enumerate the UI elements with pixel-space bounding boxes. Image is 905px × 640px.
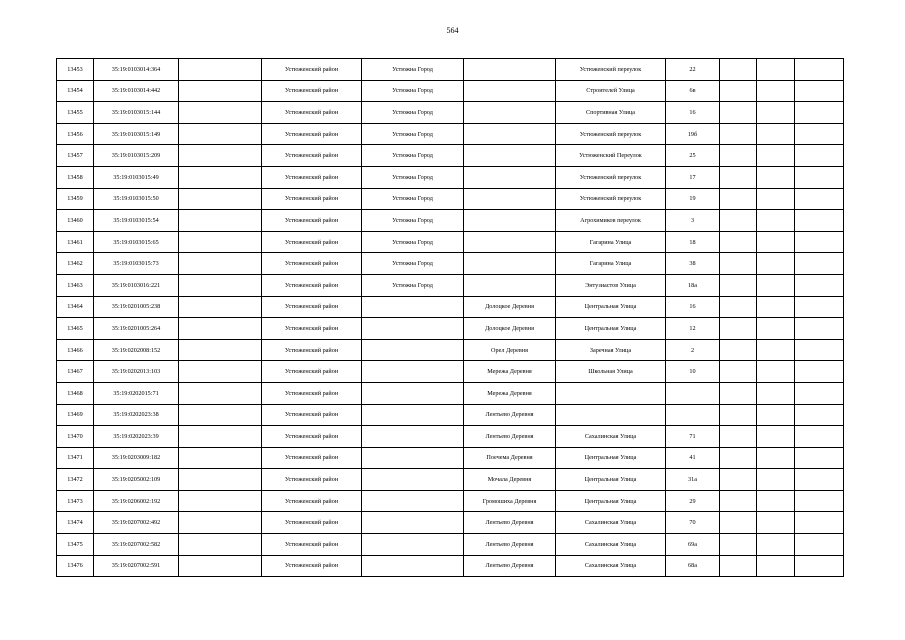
table-row	[57, 339, 844, 361]
city-cell: Устюжна Город	[362, 123, 464, 145]
city-cell: Устюжна Город	[362, 274, 464, 296]
record-number-cell: 13463	[57, 274, 94, 296]
settlement-cell	[464, 231, 556, 253]
settlement-cell	[464, 253, 556, 275]
extra-cell-1	[720, 274, 757, 296]
record-number-cell: 13473	[57, 490, 94, 512]
extra-cell-1	[720, 426, 757, 448]
settlement-cell: Мережа Деревня	[464, 382, 556, 404]
street-cell: Сахалинская Улица	[556, 534, 666, 556]
extra-cell-3	[795, 447, 844, 469]
house-number-cell: 6в	[666, 80, 720, 102]
extra-cell-1	[720, 534, 757, 556]
cadastral-number-cell: 35:19:0207002:582	[94, 534, 179, 556]
city-cell: Устюжна Город	[362, 102, 464, 124]
cadastral-number-cell: 35:19:0202023:39	[94, 426, 179, 448]
record-number-cell: 13467	[57, 361, 94, 383]
extra-cell-3	[795, 274, 844, 296]
city-cell: Устюжна Город	[362, 231, 464, 253]
blank-cell	[179, 80, 262, 102]
district-cell: Устюженский район	[262, 123, 362, 145]
extra-cell-1	[720, 102, 757, 124]
city-cell	[362, 361, 464, 383]
record-number-cell: 13475	[57, 534, 94, 556]
extra-cell-2	[757, 102, 795, 124]
district-cell: Устюженский район	[262, 361, 362, 383]
table-row	[57, 145, 844, 167]
district-cell: Устюженский район	[262, 296, 362, 318]
record-number-cell: 13457	[57, 145, 94, 167]
house-number-cell: 41	[666, 447, 720, 469]
district-cell: Устюженский район	[262, 274, 362, 296]
extra-cell-2	[757, 166, 795, 188]
record-number-cell: 13456	[57, 123, 94, 145]
house-number-cell: 70	[666, 512, 720, 534]
extra-cell-1	[720, 231, 757, 253]
house-number-cell: 69а	[666, 534, 720, 556]
blank-cell	[179, 188, 262, 210]
district-cell: Устюженский район	[262, 166, 362, 188]
extra-cell-1	[720, 555, 757, 577]
cadastral-number-cell: 35:19:0202015:71	[94, 382, 179, 404]
district-cell: Устюженский район	[262, 447, 362, 469]
street-cell: Гагарина Улица	[556, 253, 666, 275]
extra-cell-2	[757, 361, 795, 383]
extra-cell-1	[720, 361, 757, 383]
extra-cell-2	[757, 447, 795, 469]
blank-cell	[179, 123, 262, 145]
house-number-cell: 16	[666, 102, 720, 124]
blank-cell	[179, 318, 262, 340]
district-cell: Устюженский район	[262, 231, 362, 253]
city-cell: Устюжна Город	[362, 210, 464, 232]
table-row	[57, 426, 844, 448]
house-number-cell: 25	[666, 145, 720, 167]
table-row	[57, 555, 844, 577]
district-cell: Устюженский район	[262, 382, 362, 404]
cadastral-number-cell: 35:19:0103015:49	[94, 166, 179, 188]
blank-cell	[179, 59, 262, 81]
district-cell: Устюженский район	[262, 80, 362, 102]
record-number-cell: 13470	[57, 426, 94, 448]
extra-cell-1	[720, 404, 757, 426]
house-number-cell: 68а	[666, 555, 720, 577]
cadastral-number-cell: 35:19:0103015:144	[94, 102, 179, 124]
extra-cell-3	[795, 382, 844, 404]
register-body	[57, 59, 844, 577]
city-cell: Устюжна Город	[362, 253, 464, 275]
settlement-cell: Мочала Деревня	[464, 469, 556, 491]
settlement-cell	[464, 166, 556, 188]
city-cell	[362, 512, 464, 534]
street-cell: Гагарина Улица	[556, 231, 666, 253]
record-number-cell: 13476	[57, 555, 94, 577]
cadastral-number-cell: 35:19:0103014:442	[94, 80, 179, 102]
cadastral-number-cell: 35:19:0201005:264	[94, 318, 179, 340]
settlement-cell	[464, 80, 556, 102]
city-cell: Устюжна Город	[362, 80, 464, 102]
district-cell: Устюженский район	[262, 490, 362, 512]
extra-cell-2	[757, 80, 795, 102]
house-number-cell: 18	[666, 231, 720, 253]
settlement-cell: Долоцкое Деревня	[464, 318, 556, 340]
blank-cell	[179, 490, 262, 512]
house-number-cell: 19	[666, 188, 720, 210]
record-number-cell: 13474	[57, 512, 94, 534]
blank-cell	[179, 274, 262, 296]
city-cell	[362, 447, 464, 469]
street-cell: Устюженский переулок	[556, 188, 666, 210]
extra-cell-3	[795, 426, 844, 448]
cadastral-number-cell: 35:19:0206002:192	[94, 490, 179, 512]
street-cell: Центральная Улица	[556, 296, 666, 318]
city-cell	[362, 296, 464, 318]
cadastral-number-cell: 35:19:0205002:109	[94, 469, 179, 491]
record-number-cell: 13469	[57, 404, 94, 426]
table-row	[57, 490, 844, 512]
street-cell: Центральная Улица	[556, 318, 666, 340]
extra-cell-3	[795, 59, 844, 81]
table-row	[57, 447, 844, 469]
blank-cell	[179, 339, 262, 361]
record-number-cell: 13458	[57, 166, 94, 188]
house-number-cell: 31а	[666, 469, 720, 491]
city-cell	[362, 490, 464, 512]
extra-cell-1	[720, 490, 757, 512]
cadastral-number-cell: 35:19:0103014:364	[94, 59, 179, 81]
extra-cell-2	[757, 490, 795, 512]
extra-cell-3	[795, 231, 844, 253]
street-cell: Заречная Улица	[556, 339, 666, 361]
table-row	[57, 404, 844, 426]
cadastral-number-cell: 35:19:0103015:149	[94, 123, 179, 145]
extra-cell-1	[720, 123, 757, 145]
blank-cell	[179, 253, 262, 275]
city-cell: Устюжна Город	[362, 188, 464, 210]
blank-cell	[179, 210, 262, 232]
street-cell: Агрохимиков переулок	[556, 210, 666, 232]
extra-cell-2	[757, 469, 795, 491]
house-number-cell: 22	[666, 59, 720, 81]
extra-cell-2	[757, 404, 795, 426]
cadastral-number-cell: 35:19:0202023:38	[94, 404, 179, 426]
blank-cell	[179, 361, 262, 383]
settlement-cell: Лентьево Деревня	[464, 555, 556, 577]
settlement-cell	[464, 274, 556, 296]
extra-cell-3	[795, 188, 844, 210]
extra-cell-2	[757, 534, 795, 556]
table-row	[57, 231, 844, 253]
table-row	[57, 512, 844, 534]
extra-cell-2	[757, 188, 795, 210]
settlement-cell	[464, 145, 556, 167]
district-cell: Устюженский район	[262, 339, 362, 361]
house-number-cell	[666, 382, 720, 404]
city-cell	[362, 404, 464, 426]
house-number-cell: 71	[666, 426, 720, 448]
cadastral-number-cell: 35:19:0202008:152	[94, 339, 179, 361]
blank-cell	[179, 102, 262, 124]
street-cell: Центральная Улица	[556, 469, 666, 491]
settlement-cell: Громошиха Деревня	[464, 490, 556, 512]
city-cell	[362, 339, 464, 361]
house-number-cell: 16	[666, 296, 720, 318]
extra-cell-3	[795, 166, 844, 188]
street-cell: Энтузиастов Улица	[556, 274, 666, 296]
record-number-cell: 13464	[57, 296, 94, 318]
district-cell: Устюженский район	[262, 426, 362, 448]
extra-cell-2	[757, 210, 795, 232]
settlement-cell: Поечема Деревня	[464, 447, 556, 469]
table-row	[57, 361, 844, 383]
street-cell: Устюженский переулок	[556, 123, 666, 145]
house-number-cell: 29	[666, 490, 720, 512]
blank-cell	[179, 166, 262, 188]
table-row	[57, 274, 844, 296]
city-cell	[362, 426, 464, 448]
property-register-table	[56, 58, 844, 577]
table-row	[57, 534, 844, 556]
record-number-cell: 13465	[57, 318, 94, 340]
extra-cell-3	[795, 404, 844, 426]
settlement-cell	[464, 188, 556, 210]
extra-cell-1	[720, 339, 757, 361]
cadastral-number-cell: 35:19:0201005:238	[94, 296, 179, 318]
table-row	[57, 318, 844, 340]
street-cell: Центральная Улица	[556, 490, 666, 512]
table-row	[57, 188, 844, 210]
extra-cell-2	[757, 555, 795, 577]
extra-cell-3	[795, 123, 844, 145]
house-number-cell: 38	[666, 253, 720, 275]
extra-cell-3	[795, 102, 844, 124]
cadastral-number-cell: 35:19:0103015:50	[94, 188, 179, 210]
extra-cell-2	[757, 59, 795, 81]
extra-cell-2	[757, 382, 795, 404]
blank-cell	[179, 231, 262, 253]
house-number-cell: 3	[666, 210, 720, 232]
table-row	[57, 469, 844, 491]
extra-cell-1	[720, 188, 757, 210]
district-cell: Устюженский район	[262, 188, 362, 210]
extra-cell-2	[757, 253, 795, 275]
extra-cell-1	[720, 80, 757, 102]
table-row	[57, 102, 844, 124]
blank-cell	[179, 447, 262, 469]
extra-cell-3	[795, 145, 844, 167]
settlement-cell	[464, 123, 556, 145]
cadastral-number-cell: 35:19:0203009:182	[94, 447, 179, 469]
table-row	[57, 253, 844, 275]
extra-cell-3	[795, 210, 844, 232]
city-cell	[362, 555, 464, 577]
extra-cell-2	[757, 426, 795, 448]
street-cell: Устюженский Переулок	[556, 145, 666, 167]
extra-cell-3	[795, 296, 844, 318]
record-number-cell: 13461	[57, 231, 94, 253]
house-number-cell: 18а	[666, 274, 720, 296]
table-row	[57, 382, 844, 404]
blank-cell	[179, 469, 262, 491]
extra-cell-2	[757, 274, 795, 296]
extra-cell-2	[757, 339, 795, 361]
cadastral-number-cell: 35:19:0207002:591	[94, 555, 179, 577]
record-number-cell: 13455	[57, 102, 94, 124]
district-cell: Устюженский район	[262, 210, 362, 232]
house-number-cell: 2	[666, 339, 720, 361]
city-cell	[362, 469, 464, 491]
settlement-cell: Лентьево Деревня	[464, 512, 556, 534]
extra-cell-1	[720, 210, 757, 232]
district-cell: Устюженский район	[262, 469, 362, 491]
street-cell: Строителей Улица	[556, 80, 666, 102]
district-cell: Устюженский район	[262, 404, 362, 426]
settlement-cell: Лентьево Деревня	[464, 534, 556, 556]
page-number: 564	[446, 26, 459, 35]
extra-cell-1	[720, 512, 757, 534]
district-cell: Устюженский район	[262, 253, 362, 275]
table-row	[57, 166, 844, 188]
blank-cell	[179, 296, 262, 318]
extra-cell-3	[795, 490, 844, 512]
settlement-cell: Лентьево Деревня	[464, 404, 556, 426]
city-cell: Устюжна Город	[362, 145, 464, 167]
extra-cell-3	[795, 253, 844, 275]
extra-cell-3	[795, 318, 844, 340]
blank-cell	[179, 145, 262, 167]
blank-cell	[179, 382, 262, 404]
extra-cell-2	[757, 231, 795, 253]
district-cell: Устюженский район	[262, 102, 362, 124]
table-row	[57, 80, 844, 102]
district-cell: Устюженский район	[262, 555, 362, 577]
district-cell: Устюженский район	[262, 145, 362, 167]
cadastral-number-cell: 35:19:0103015:65	[94, 231, 179, 253]
record-number-cell: 13453	[57, 59, 94, 81]
district-cell: Устюженский район	[262, 512, 362, 534]
house-number-cell: 17	[666, 166, 720, 188]
house-number-cell: 12	[666, 318, 720, 340]
street-cell: Сахалинская Улица	[556, 555, 666, 577]
extra-cell-3	[795, 469, 844, 491]
record-number-cell: 13459	[57, 188, 94, 210]
extra-cell-1	[720, 382, 757, 404]
district-cell: Устюженский район	[262, 534, 362, 556]
street-cell: Школьная Улица	[556, 361, 666, 383]
blank-cell	[179, 426, 262, 448]
city-cell	[362, 534, 464, 556]
district-cell: Устюженский район	[262, 59, 362, 81]
blank-cell	[179, 404, 262, 426]
street-cell: Спортивная Улица	[556, 102, 666, 124]
settlement-cell	[464, 102, 556, 124]
cadastral-number-cell: 35:19:0103015:209	[94, 145, 179, 167]
district-cell: Устюженский район	[262, 318, 362, 340]
extra-cell-1	[720, 166, 757, 188]
blank-cell	[179, 534, 262, 556]
city-cell: Устюжна Город	[362, 166, 464, 188]
cadastral-number-cell: 35:19:0103016:221	[94, 274, 179, 296]
extra-cell-3	[795, 361, 844, 383]
table-row	[57, 210, 844, 232]
extra-cell-2	[757, 145, 795, 167]
house-number-cell: 19б	[666, 123, 720, 145]
record-number-cell: 13471	[57, 447, 94, 469]
cadastral-number-cell: 35:19:0103015:54	[94, 210, 179, 232]
extra-cell-2	[757, 123, 795, 145]
record-number-cell: 13468	[57, 382, 94, 404]
settlement-cell: Лентьево Деревня	[464, 426, 556, 448]
table-row	[57, 296, 844, 318]
extra-cell-3	[795, 512, 844, 534]
street-cell	[556, 404, 666, 426]
record-number-cell: 13454	[57, 80, 94, 102]
street-cell: Устюженский переулок	[556, 166, 666, 188]
house-number-cell: 10	[666, 361, 720, 383]
extra-cell-1	[720, 318, 757, 340]
street-cell	[556, 382, 666, 404]
extra-cell-1	[720, 447, 757, 469]
extra-cell-1	[720, 145, 757, 167]
extra-cell-2	[757, 296, 795, 318]
extra-cell-1	[720, 253, 757, 275]
blank-cell	[179, 555, 262, 577]
street-cell: Сахалинская Улица	[556, 426, 666, 448]
street-cell: Сахалинская Улица	[556, 512, 666, 534]
table-row	[57, 123, 844, 145]
table-row	[57, 59, 844, 81]
street-cell: Центральная Улица	[556, 447, 666, 469]
extra-cell-2	[757, 512, 795, 534]
settlement-cell	[464, 59, 556, 81]
city-cell: Устюжна Город	[362, 59, 464, 81]
street-cell: Устюженский переулок	[556, 59, 666, 81]
cadastral-number-cell: 35:19:0103015:73	[94, 253, 179, 275]
extra-cell-2	[757, 318, 795, 340]
extra-cell-1	[720, 469, 757, 491]
settlement-cell	[464, 210, 556, 232]
settlement-cell: Мережа Деревня	[464, 361, 556, 383]
extra-cell-3	[795, 339, 844, 361]
record-number-cell: 13466	[57, 339, 94, 361]
settlement-cell: Долоцкое Деревня	[464, 296, 556, 318]
house-number-cell	[666, 404, 720, 426]
extra-cell-1	[720, 296, 757, 318]
city-cell	[362, 382, 464, 404]
extra-cell-3	[795, 80, 844, 102]
cadastral-number-cell: 35:19:0207002:492	[94, 512, 179, 534]
extra-cell-1	[720, 59, 757, 81]
city-cell	[362, 318, 464, 340]
record-number-cell: 13460	[57, 210, 94, 232]
extra-cell-3	[795, 555, 844, 577]
cadastral-number-cell: 35:19:0202013:103	[94, 361, 179, 383]
extra-cell-3	[795, 534, 844, 556]
settlement-cell: Орел Деревня	[464, 339, 556, 361]
record-number-cell: 13472	[57, 469, 94, 491]
blank-cell	[179, 512, 262, 534]
record-number-cell: 13462	[57, 253, 94, 275]
